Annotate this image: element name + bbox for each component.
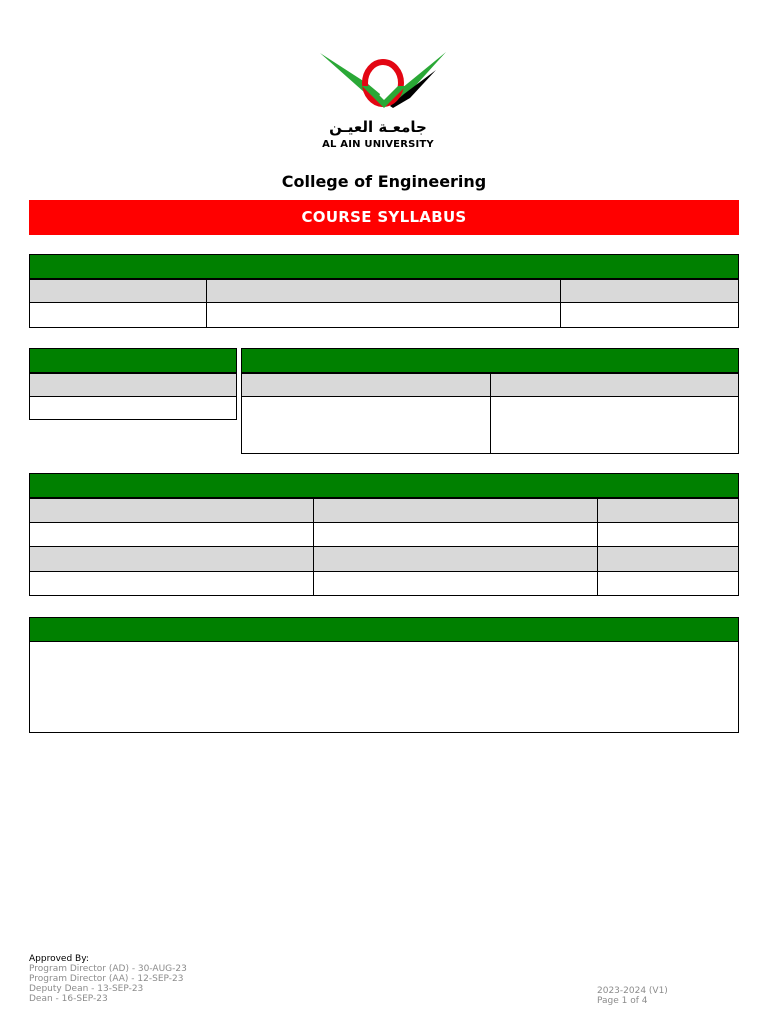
approval-line: Program Director (AD) - 30-AUG-23 [29, 964, 187, 974]
university-logo [318, 48, 450, 154]
approval-line: Program Director (AA) - 12-SEP-23 [29, 974, 184, 984]
header-cell [29, 373, 237, 397]
header-cell [490, 373, 739, 397]
table-cell [313, 571, 598, 596]
table-cell [490, 396, 739, 454]
page-number: Page 1 of 4 [597, 996, 648, 1006]
section-header [29, 617, 739, 642]
table-cell [29, 302, 207, 328]
header-cell [597, 498, 739, 523]
header-cell [29, 279, 207, 303]
header-cell [313, 498, 598, 523]
logo-english-text: AL AIN UNIVERSITY [322, 139, 434, 150]
header-cell [313, 546, 598, 572]
section-header [29, 254, 739, 279]
table-cell [313, 522, 598, 547]
header-cell [206, 279, 561, 303]
section-header [29, 348, 237, 373]
header-cell [560, 279, 739, 303]
header-cell [241, 373, 491, 397]
table-cell [597, 522, 739, 547]
table-cell [29, 641, 739, 733]
section-header [29, 473, 739, 498]
table-cell [29, 396, 237, 420]
college-title: College of Engineering [281, 172, 487, 191]
header-cell [29, 546, 314, 572]
logo-red-ring [365, 62, 401, 104]
version-block [597, 986, 668, 1006]
header-cell [597, 546, 739, 572]
approval-block [29, 954, 187, 1004]
table-cell [29, 522, 314, 547]
table-cell [560, 302, 739, 328]
table-cell [29, 571, 314, 596]
version-label: 2023-2024 (V1) [597, 986, 668, 996]
section-header [241, 348, 739, 373]
approval-line: Deputy Dean - 13-SEP-23 [29, 984, 144, 994]
table-cell [241, 396, 491, 454]
course-syllabus-banner: COURSE SYLLABUS [29, 200, 739, 235]
table-cell [206, 302, 561, 328]
approved-by-label: Approved By: [29, 954, 89, 964]
table-cell [597, 571, 739, 596]
approval-line: Dean - 16-SEP-23 [29, 994, 108, 1004]
header-cell [29, 498, 314, 523]
logo-arabic-text: جامعـة العيـن [329, 118, 427, 136]
logo-emblem-icon [318, 48, 450, 118]
